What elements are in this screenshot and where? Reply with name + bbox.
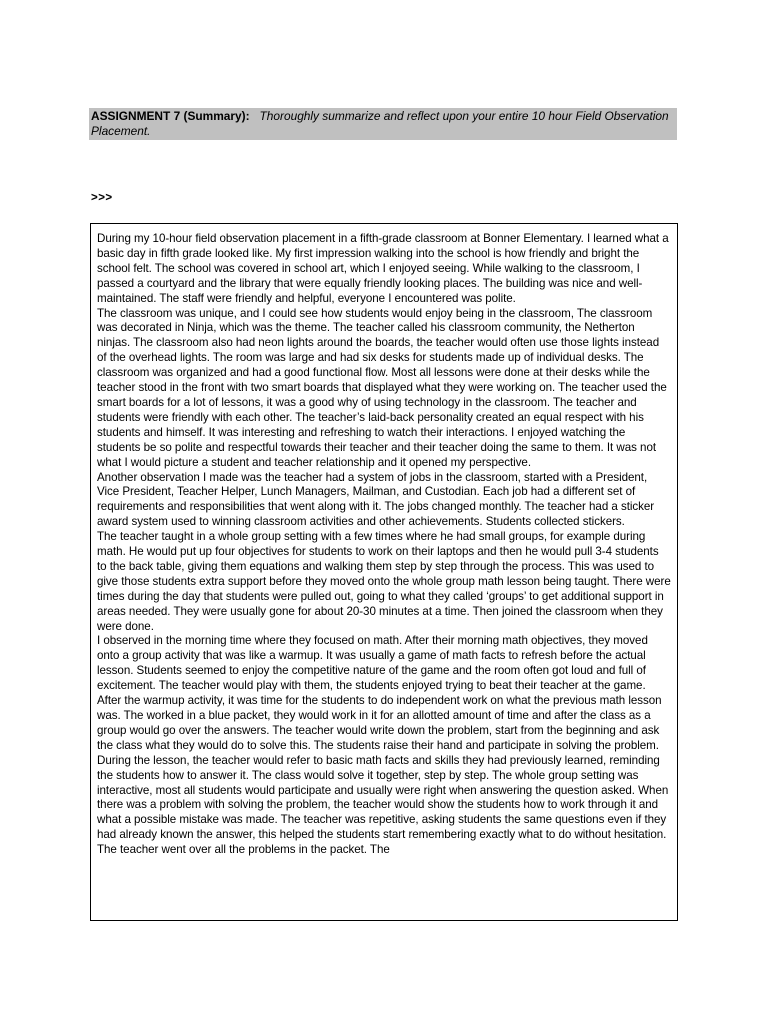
assignment-prompt: Thoroughly summarize and reflect upon your entire 10 hour Field Observation Placement.: [91, 109, 669, 138]
paragraph-classroom: The classroom was unique, and I could see how students would enjoy being in the classroom, The classroom was decorated in Ninja, which was the theme. The teacher called his classroom community, the Netherton ninjas. The classroom also had neon lights around the boards, the teacher would often use those lights instead of the overhead lights. The room was large and had six desks for students made up of individual desks. The classroom was organized and had a good functional flow. Most all lessons were done at their desks while the teacher stood in the front with two smart boards that displayed what they were working on. The teacher used the smart boards for a lot of lessons, it was a good why of using technology in the classroom. The teacher and students were friendly with each other. The teacher’s laid-back personality created an equal respect with his students and himself. It was interesting and refreshing to watch their interactions. I enjoyed watching the students be so polite and respectful towards their teacher and their teacher doing the same to them. It was not what I would picture a student and teacher relationship and it opened my perspective.: [97, 306, 667, 469]
assignment-header: [89, 108, 677, 140]
paragraph-math: I observed in the morning time where they focused on math. After their morning math objectives, they moved onto a group activity that was like a warmup. It was usually a game of math facts to refresh before the actual lesson. Students seemed to enjoy the competitive nature of the game and the room often got loud and full of excitement. The teacher would play with them, the students enjoyed trying to beat their teacher at the game. After the warmup activity, it was time for the students to do independent work on what the previous math lesson was. The worked in a blue packet, they would work in it for an allotted amount of time and after the class as a group would go over the answers. The teacher would write down the problem, start from the beginning and ask the class what they would do to solve this. The students raise their hand and participate in solving the problem. During the lesson, the teacher would refer to basic math facts and skills they had previously learned, reminding the students how to answer it. The class would solve it together, step by step. The whole group setting was interactive, most all students would participate and usually were right when answering the question asked. When there was a problem with solving the problem, the teacher would show the students how to work through it and what a possible mistake was made. The teacher was repetitive, asking students the same questions even if they had already known the answer, this helped the students start remembering exactly what to do without hesitation. The teacher went over all the problems in the packet. The: [97, 634, 669, 857]
paragraph-jobs: Another observation I made was the teacher had a system of jobs in the classroom, started with a President, Vice President, Teacher Helper, Lunch Managers, Mailman, and Custodian. Each job had a different set of requirements and responsibilities that went along with it. The jobs changed monthly. The teacher had a sticker award system used to winning classroom activities and other achievements. Students collected stickers.: [97, 470, 655, 529]
response-marker: >>>: [91, 192, 113, 204]
paragraph-intro: During my 10-hour field observation placement in a fifth-grade classroom at Bonner Elementary. I learned what a basic day in fifth grade looked like. My first impression walking into the school is how friendly and bright the school felt. The school was covered in school art, which I enjoyed seeing. While walking to the classroom, I passed a courtyard and the library that were equally friendly looking places. The building was nice and well-maintained. The staff were friendly and helpful, everyone I encountered was polite.: [97, 232, 669, 305]
paragraph-teaching: The teacher taught in a whole group setting with a few times where he had small groups, for example during math. He would put up four objectives for students to work on their laptops and then he would pull 3-4 students to the back table, giving them equations and walking them step by step through the process. This was used to give those students extra support before they moved onto the whole group math lesson being taught. There were times during the day that students were pulled out, going to what they called ‘groups’ to get additional support in areas needed. They were usually gone for about 20-30 minutes at a time. Then joined the classroom when they were done.: [97, 530, 671, 633]
assignment-label: ASSIGNMENT 7 (Summary):: [91, 109, 250, 123]
response-text-box: [90, 223, 678, 921]
